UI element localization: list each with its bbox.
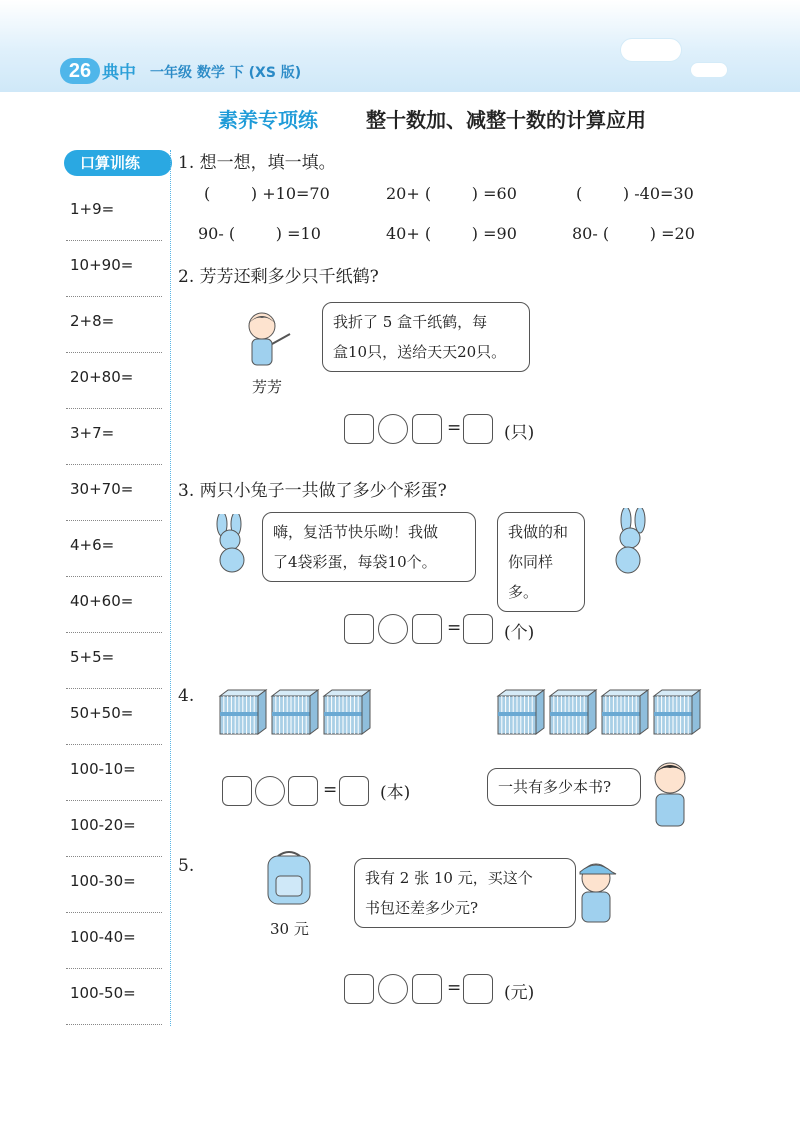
q2-title: 2. 芳芳还剩多少只千纸鹤? [178, 267, 379, 287]
cloud-icon [690, 62, 728, 78]
answer-box[interactable] [222, 776, 252, 806]
book-bundle-icon [322, 688, 372, 738]
oral-item: 3+7= [70, 424, 115, 442]
column-divider [170, 150, 171, 1026]
q3-title: 3. 两只小兔子一共做了多少个彩蛋? [178, 481, 447, 501]
answer-box[interactable] [463, 614, 493, 644]
operator-circle[interactable] [378, 974, 408, 1004]
q1-eq: 80- ( ) =20 [572, 224, 695, 243]
oral-item: 100-30= [70, 872, 136, 890]
oral-divider [66, 800, 162, 801]
section-label: 素养专项练 [218, 108, 318, 132]
q1-title: 1. 想一想，填一填。 [178, 153, 336, 173]
oral-divider [66, 632, 162, 633]
oral-training-label: 口算训练 [80, 154, 141, 172]
unit-label: (只) [504, 423, 535, 443]
operator-circle[interactable] [378, 614, 408, 644]
unit-label: (本) [380, 783, 411, 803]
answer-box[interactable] [463, 414, 493, 444]
oral-item: 20+80= [70, 368, 134, 386]
oral-divider [66, 408, 162, 409]
q1-eq: ( ) +10=70 [204, 184, 330, 203]
backpack-icon [262, 848, 316, 908]
equals-sign: = [447, 978, 462, 998]
speech-bubble [354, 858, 576, 928]
bubble-line: 书包还差多少元? [365, 899, 479, 917]
q1-eq: 40+ ( ) =90 [386, 224, 517, 243]
equals-sign: = [447, 418, 462, 438]
oral-item: 10+90= [70, 256, 134, 274]
answer-box[interactable] [344, 974, 374, 1004]
bubble-line: 盒10只，送给天天20只。 [333, 343, 507, 361]
oral-divider [66, 520, 162, 521]
oral-item: 2+8= [70, 312, 115, 330]
section-title: 整十数加、减整十数的计算应用 [366, 108, 646, 132]
q1-eq: ( ) -40=30 [576, 184, 694, 203]
oral-divider [66, 744, 162, 745]
boy-illustration [640, 756, 700, 830]
oral-item: 40+60= [70, 592, 134, 610]
girl-name: 芳芳 [252, 378, 283, 396]
oral-divider [66, 856, 162, 857]
answer-box[interactable] [288, 776, 318, 806]
answer-box[interactable] [344, 414, 374, 444]
book-bundle-icon [218, 688, 268, 738]
oral-item: 4+6= [70, 536, 115, 554]
q1-eq: 90- ( ) =10 [198, 224, 321, 243]
equals-sign: = [447, 618, 462, 638]
speech-bubble [262, 512, 476, 582]
equals-sign: = [323, 780, 338, 800]
operator-circle[interactable] [378, 414, 408, 444]
oral-item: 100-20= [70, 816, 136, 834]
oral-item: 5+5= [70, 648, 115, 666]
answer-box[interactable] [412, 414, 442, 444]
speech-bubble: 一共有多少本书? [487, 768, 641, 806]
oral-item: 50+50= [70, 704, 134, 722]
speech-bubble [322, 302, 530, 372]
oral-item: 100-40= [70, 928, 136, 946]
bubble-line: 了4袋彩蛋，每袋10个。 [273, 553, 437, 571]
answer-box[interactable] [344, 614, 374, 644]
answer-box[interactable] [412, 974, 442, 1004]
book-bundle-icon [270, 688, 320, 738]
rabbit-icon [596, 508, 656, 578]
operator-circle[interactable] [255, 776, 285, 806]
q1-eq: 20+ ( ) =60 [386, 184, 517, 203]
rabbit-icon [204, 514, 260, 574]
oral-divider [66, 576, 162, 577]
page-number: 26 [60, 58, 100, 84]
bubble-line: 嗨，复活节快乐呦！我做 [273, 523, 439, 541]
oral-divider [66, 464, 162, 465]
oral-item: 30+70= [70, 480, 134, 498]
oral-divider [66, 1024, 162, 1025]
oral-divider [66, 688, 162, 689]
girl-illustration [238, 308, 294, 370]
oral-divider [66, 912, 162, 913]
bubble-line: 我有 2 张 10 元，买这个 [365, 869, 533, 887]
cloud-icon [620, 38, 682, 62]
oral-divider [66, 240, 162, 241]
price-label: 30 元 [270, 920, 309, 938]
brand-logo: 典中 [102, 63, 136, 82]
book-bundle-icon [548, 688, 598, 738]
unit-label: (个) [504, 623, 535, 643]
book-bundle-icon [652, 688, 702, 738]
oral-divider [66, 296, 162, 297]
oral-item: 1+9= [70, 200, 115, 218]
answer-box[interactable] [339, 776, 369, 806]
answer-box[interactable] [412, 614, 442, 644]
answer-box[interactable] [463, 974, 493, 1004]
bubble-line: 我做的和 [508, 523, 569, 541]
book-bundle-icon [496, 688, 546, 738]
oral-item: 100-10= [70, 760, 136, 778]
oral-divider [66, 352, 162, 353]
unit-label: (元) [504, 983, 535, 1003]
girl-cap-illustration [566, 856, 626, 926]
bubble-line: 我折了 5 盒千纸鹤，每 [333, 313, 488, 331]
book-bundle-icon [600, 688, 650, 738]
bubble-line: 你同样多。 [508, 553, 554, 601]
q5-number: 5. [178, 856, 195, 876]
oral-item: 100-50= [70, 984, 136, 1002]
book-title: 一年级 数学 下 (XS 版) [150, 65, 302, 81]
speech-bubble [497, 512, 585, 612]
oral-training-badge [64, 150, 172, 176]
q4-number: 4. [178, 686, 195, 706]
oral-divider [66, 968, 162, 969]
